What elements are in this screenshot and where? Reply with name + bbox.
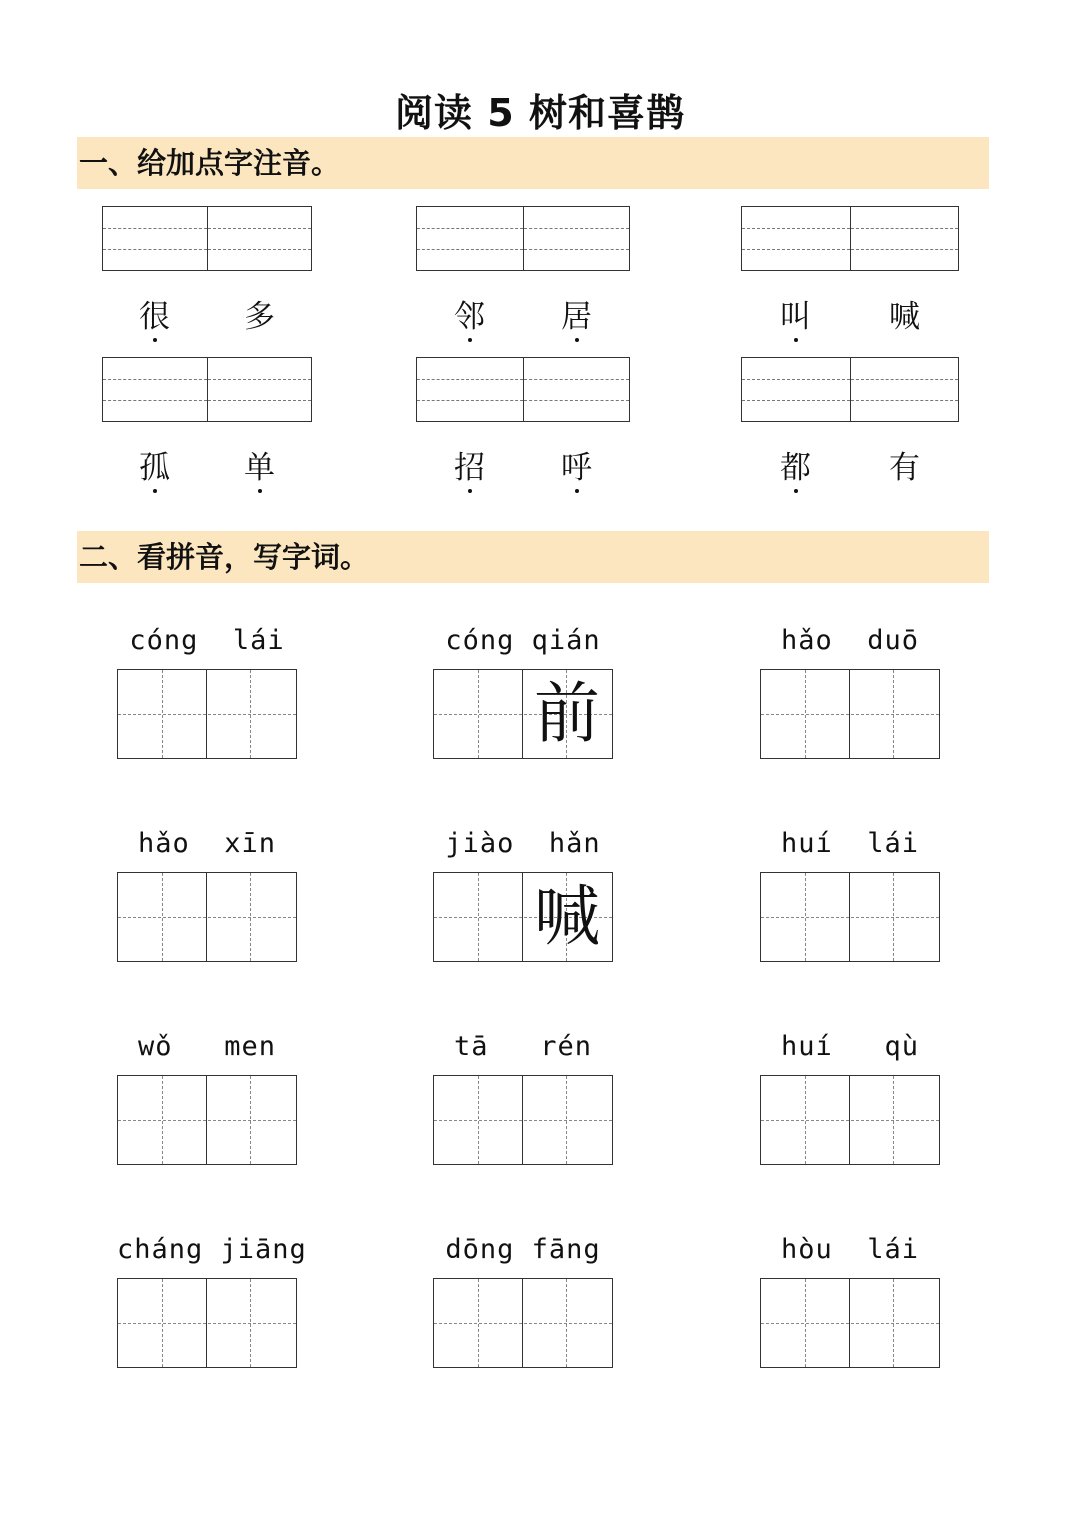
pinyin-label: cóng lái [129, 625, 285, 656]
pinyin-answer-box[interactable] [416, 357, 630, 422]
character-writing-grid[interactable] [117, 872, 297, 962]
character-writing-grid[interactable] [117, 1278, 297, 1368]
target-character: 多 [244, 299, 275, 335]
pinyin-label: huí lái [780, 828, 920, 859]
pinyin-answer-cell[interactable] [417, 358, 523, 421]
pinyin-label: tā rén [453, 1031, 593, 1062]
pinyin-answer-cell[interactable] [850, 207, 959, 270]
character-writing-grid[interactable] [760, 669, 940, 759]
pinyin-answer-box[interactable] [741, 357, 959, 422]
section2-heading: 二、看拼音，写字词。 [77, 531, 989, 583]
page-title: 阅读 5 树和喜鹊 [395, 91, 685, 135]
section1-heading: 一、给加点字注音。 [77, 137, 989, 189]
target-character: 都 [774, 442, 818, 487]
pinyin-answer-cell[interactable] [103, 358, 207, 421]
pinyin-label: cóng qián [445, 625, 601, 656]
pinyin-answer-box[interactable] [102, 206, 312, 271]
character-writing-grid[interactable] [433, 872, 613, 962]
pinyin-answer-cell[interactable] [742, 358, 850, 421]
pinyin-label: hǎo xīn [137, 828, 277, 859]
target-character: 有 [889, 450, 920, 486]
pinyin-answer-cell[interactable] [742, 207, 850, 270]
pinyin-answer-box[interactable] [741, 206, 959, 271]
pinyin-label: jiào hǎn [445, 828, 601, 859]
pinyin-label: hòu lái [780, 1234, 920, 1265]
target-character: 孤 [133, 442, 177, 487]
pinyin-answer-box[interactable] [416, 206, 630, 271]
character-writing-grid[interactable] [760, 872, 940, 962]
character-writing-grid[interactable] [760, 1278, 940, 1368]
pinyin-label: hǎo duō [780, 625, 920, 656]
character-writing-grid[interactable] [433, 669, 613, 759]
pinyin-answer-cell[interactable] [103, 207, 207, 270]
target-character: 很 [133, 291, 177, 336]
character-writing-grid[interactable] [760, 1075, 940, 1165]
pinyin-answer-cell[interactable] [417, 207, 523, 270]
character-writing-grid[interactable] [117, 669, 297, 759]
pinyin-label: huí qù [780, 1031, 920, 1062]
target-character: 居 [555, 291, 599, 336]
pinyin-answer-cell[interactable] [523, 207, 630, 270]
pinyin-answer-cell[interactable] [207, 207, 312, 270]
pinyin-label: cháng jiāng [117, 1234, 307, 1265]
character-writing-grid[interactable] [117, 1075, 297, 1165]
target-character: 呼 [555, 442, 599, 487]
pinyin-label: wǒ men [137, 1031, 277, 1062]
target-character: 单 [238, 442, 282, 487]
character-writing-grid[interactable] [433, 1278, 613, 1368]
target-character: 叫 [774, 291, 818, 336]
pinyin-label: dōng fāng [445, 1234, 601, 1265]
character-writing-grid[interactable] [433, 1075, 613, 1165]
target-character: 邻 [448, 291, 492, 336]
pinyin-answer-cell[interactable] [850, 358, 959, 421]
pinyin-answer-cell[interactable] [523, 358, 630, 421]
target-character: 喊 [889, 299, 920, 335]
pinyin-answer-cell[interactable] [207, 358, 312, 421]
written-character: 喊 [534, 878, 600, 955]
written-character: 前 [534, 675, 600, 752]
target-character: 招 [448, 442, 492, 487]
pinyin-answer-box[interactable] [102, 357, 312, 422]
